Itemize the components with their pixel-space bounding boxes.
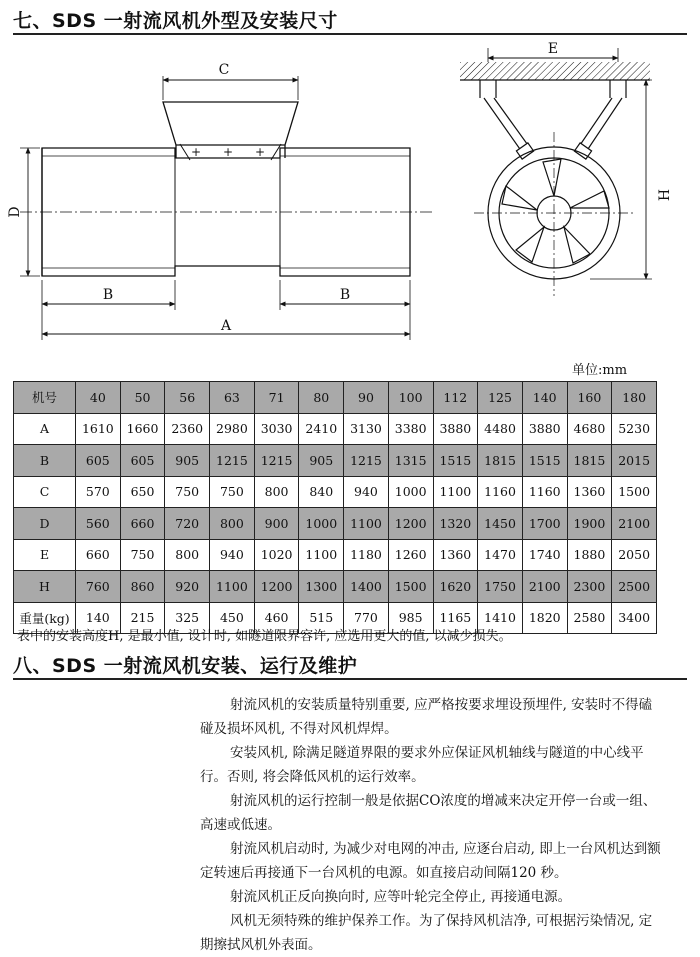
table-cell: 760 xyxy=(76,571,121,603)
dimension-table xyxy=(13,381,657,634)
table-header-cell: 140 xyxy=(522,382,567,414)
table-header-cell: 160 xyxy=(567,382,612,414)
table-cell: 920 xyxy=(165,571,210,603)
section-8-title: 八、SDS 一射流风机安装、运行及维护 xyxy=(13,655,358,677)
table-cell: 2500 xyxy=(612,571,657,603)
table-cell: 1200 xyxy=(388,508,433,540)
table-cell: 560 xyxy=(76,508,121,540)
table-cell: 1450 xyxy=(478,508,523,540)
table-cell: 1200 xyxy=(254,571,299,603)
table-row-label: D xyxy=(14,508,76,540)
table-cell: 1260 xyxy=(388,539,433,571)
table-cell: 3880 xyxy=(433,413,478,445)
table-cell: 1880 xyxy=(567,539,612,571)
table-cell: 1660 xyxy=(120,413,165,445)
table-cell: 1020 xyxy=(254,539,299,571)
table-cell: 2015 xyxy=(612,445,657,477)
table-cell: 1300 xyxy=(299,571,344,603)
table-cell: 800 xyxy=(210,508,255,540)
table-row-label: E xyxy=(14,539,76,571)
table-cell: 940 xyxy=(210,539,255,571)
table-note: 表中的安装高度H, 是最小值, 设计时, 如隧道限界容许, 应选用更大的值, 以减少损失。 xyxy=(17,629,512,644)
paragraph: 射流风机的安装质量特别重要, 应严格按要求埋设预埋件, 安装时不得磕碰及损坏风机, 不得对风机焊焊。 xyxy=(200,697,653,737)
table-cell: 2300 xyxy=(567,571,612,603)
table-cell: 750 xyxy=(120,539,165,571)
dim-label-b-right: B xyxy=(339,287,351,303)
table-cell: 515 xyxy=(299,602,344,634)
table-cell: 1360 xyxy=(567,476,612,508)
table-cell: 1500 xyxy=(388,571,433,603)
paragraph: 射流风机的运行控制一般是依据CO浓度的增减来决定开停一台或一组、高速或低速。 xyxy=(200,793,657,833)
dim-label-h: H xyxy=(657,188,673,202)
table-cell: 1100 xyxy=(210,571,255,603)
table-cell: 1165 xyxy=(433,602,478,634)
table-cell: 905 xyxy=(165,445,210,477)
dim-label-e: E xyxy=(547,41,559,57)
table-cell: 660 xyxy=(76,539,121,571)
table-cell: 1400 xyxy=(344,571,389,603)
table-row-label: B xyxy=(14,445,76,477)
table-cell: 215 xyxy=(120,602,165,634)
unit-label: 单位:mm xyxy=(572,363,628,378)
bolt-mark: + xyxy=(222,145,234,159)
table-cell: 2410 xyxy=(299,413,344,445)
dim-label-d: D xyxy=(7,206,23,218)
table-row-label: A xyxy=(14,413,76,445)
table-cell: 1320 xyxy=(433,508,478,540)
table-cell: 1160 xyxy=(478,476,523,508)
table-cell: 1360 xyxy=(433,539,478,571)
table-cell: 800 xyxy=(165,539,210,571)
paragraph: 风机无须特殊的维护保养工作。为了保持风机洁净, 可根据污染情况, 定期擦拭风机外表面。 xyxy=(200,913,653,953)
dim-label-a: A xyxy=(220,318,232,334)
table-cell: 1740 xyxy=(522,539,567,571)
table-cell: 1820 xyxy=(522,602,567,634)
table-cell: 570 xyxy=(76,476,121,508)
section-7-title: 七、SDS 一射流风机外型及安装尺寸 xyxy=(13,10,338,32)
table-cell: 1215 xyxy=(344,445,389,477)
table-cell: 660 xyxy=(120,508,165,540)
table-cell: 1000 xyxy=(299,508,344,540)
table-row xyxy=(14,571,657,603)
table-cell: 3400 xyxy=(612,602,657,634)
dim-label-b-left: B xyxy=(102,287,114,303)
table-cell: 800 xyxy=(254,476,299,508)
mounting-bracket xyxy=(163,102,298,145)
section-7-rule xyxy=(13,33,687,35)
table-cell: 1215 xyxy=(210,445,255,477)
table-header-cell: 50 xyxy=(120,382,165,414)
table-cell: 1410 xyxy=(478,602,523,634)
table-cell: 720 xyxy=(165,508,210,540)
table-cell: 860 xyxy=(120,571,165,603)
table-cell: 2050 xyxy=(612,539,657,571)
table-cell: 2100 xyxy=(522,571,567,603)
table-header-cell: 40 xyxy=(76,382,121,414)
table-cell: 605 xyxy=(76,445,121,477)
table-cell: 750 xyxy=(165,476,210,508)
table-cell: 985 xyxy=(388,602,433,634)
table-header-cell: 机号 xyxy=(14,382,76,414)
table-cell: 1620 xyxy=(433,571,478,603)
table-cell: 4680 xyxy=(567,413,612,445)
paragraph: 射流风机正反向换向时, 应等叶轮完全停止, 再接通电源。 xyxy=(230,889,572,905)
table-cell: 1750 xyxy=(478,571,523,603)
table-cell: 900 xyxy=(254,508,299,540)
table-cell: 1100 xyxy=(433,476,478,508)
table-row xyxy=(14,445,657,477)
table-cell: 770 xyxy=(344,602,389,634)
table-cell: 1700 xyxy=(522,508,567,540)
table-cell: 3130 xyxy=(344,413,389,445)
table-row xyxy=(14,539,657,571)
table-header-cell: 71 xyxy=(254,382,299,414)
table-cell: 750 xyxy=(210,476,255,508)
table-cell: 1610 xyxy=(76,413,121,445)
table-cell: 1160 xyxy=(522,476,567,508)
table-cell: 840 xyxy=(299,476,344,508)
table-cell: 2980 xyxy=(210,413,255,445)
table-cell: 2360 xyxy=(165,413,210,445)
bolt-mark: + xyxy=(254,145,266,159)
dim-label-c: C xyxy=(218,62,230,78)
table-cell: 1000 xyxy=(388,476,433,508)
table-cell: 1100 xyxy=(344,508,389,540)
table-cell: 4480 xyxy=(478,413,523,445)
table-header-cell: 112 xyxy=(433,382,478,414)
table-cell: 3880 xyxy=(522,413,567,445)
table-header-cell: 56 xyxy=(165,382,210,414)
table-header-row xyxy=(14,382,657,414)
table-cell: 905 xyxy=(299,445,344,477)
table-cell: 325 xyxy=(165,602,210,634)
table-cell: 3380 xyxy=(388,413,433,445)
table-cell: 1815 xyxy=(567,445,612,477)
table-row-label: C xyxy=(14,476,76,508)
table-cell: 1500 xyxy=(612,476,657,508)
ceiling xyxy=(460,62,650,80)
bolt-mark: + xyxy=(190,145,202,159)
table-cell: 450 xyxy=(210,602,255,634)
table-cell: 1470 xyxy=(478,539,523,571)
table-row xyxy=(14,413,657,445)
table-cell: 1215 xyxy=(254,445,299,477)
table-cell: 650 xyxy=(120,476,165,508)
table-cell: 1180 xyxy=(344,539,389,571)
paragraph: 射流风机启动时, 为减少对电网的冲击, 应逐台启动, 即上一台风机达到额定转速后再接通下一台风机的电源。如直接启动间隔120 秒。 xyxy=(200,841,661,881)
table-cell: 2100 xyxy=(612,508,657,540)
table-cell: 3030 xyxy=(254,413,299,445)
table-row-label: 重量(kg) xyxy=(14,602,76,634)
table-cell: 2580 xyxy=(567,602,612,634)
table-cell: 605 xyxy=(120,445,165,477)
table-cell: 1900 xyxy=(567,508,612,540)
table-cell: 1515 xyxy=(433,445,478,477)
table-cell: 1100 xyxy=(299,539,344,571)
table-cell: 5230 xyxy=(612,413,657,445)
paragraph: 安装风机, 除满足隧道界限的要求外应保证风机轴线与隧道的中心线平行。否则, 将会降低风机的运行效率。 xyxy=(200,745,644,785)
table-header-cell: 90 xyxy=(344,382,389,414)
fan-side-view-diagram xyxy=(0,40,440,340)
table-cell: 1815 xyxy=(478,445,523,477)
table-header-cell: 80 xyxy=(299,382,344,414)
table-header-cell: 180 xyxy=(612,382,657,414)
table-header-cell: 125 xyxy=(478,382,523,414)
table-row-label: H xyxy=(14,571,76,603)
table-cell: 1515 xyxy=(522,445,567,477)
table-cell: 1315 xyxy=(388,445,433,477)
table-cell: 460 xyxy=(254,602,299,634)
table-header-cell: 63 xyxy=(210,382,255,414)
table-row xyxy=(14,476,657,508)
fan-front-view-diagram xyxy=(440,40,690,340)
table-cell: 940 xyxy=(344,476,389,508)
section-8-rule xyxy=(13,678,687,680)
table-row xyxy=(14,508,657,540)
table-cell: 140 xyxy=(76,602,121,634)
table-header-cell: 100 xyxy=(388,382,433,414)
